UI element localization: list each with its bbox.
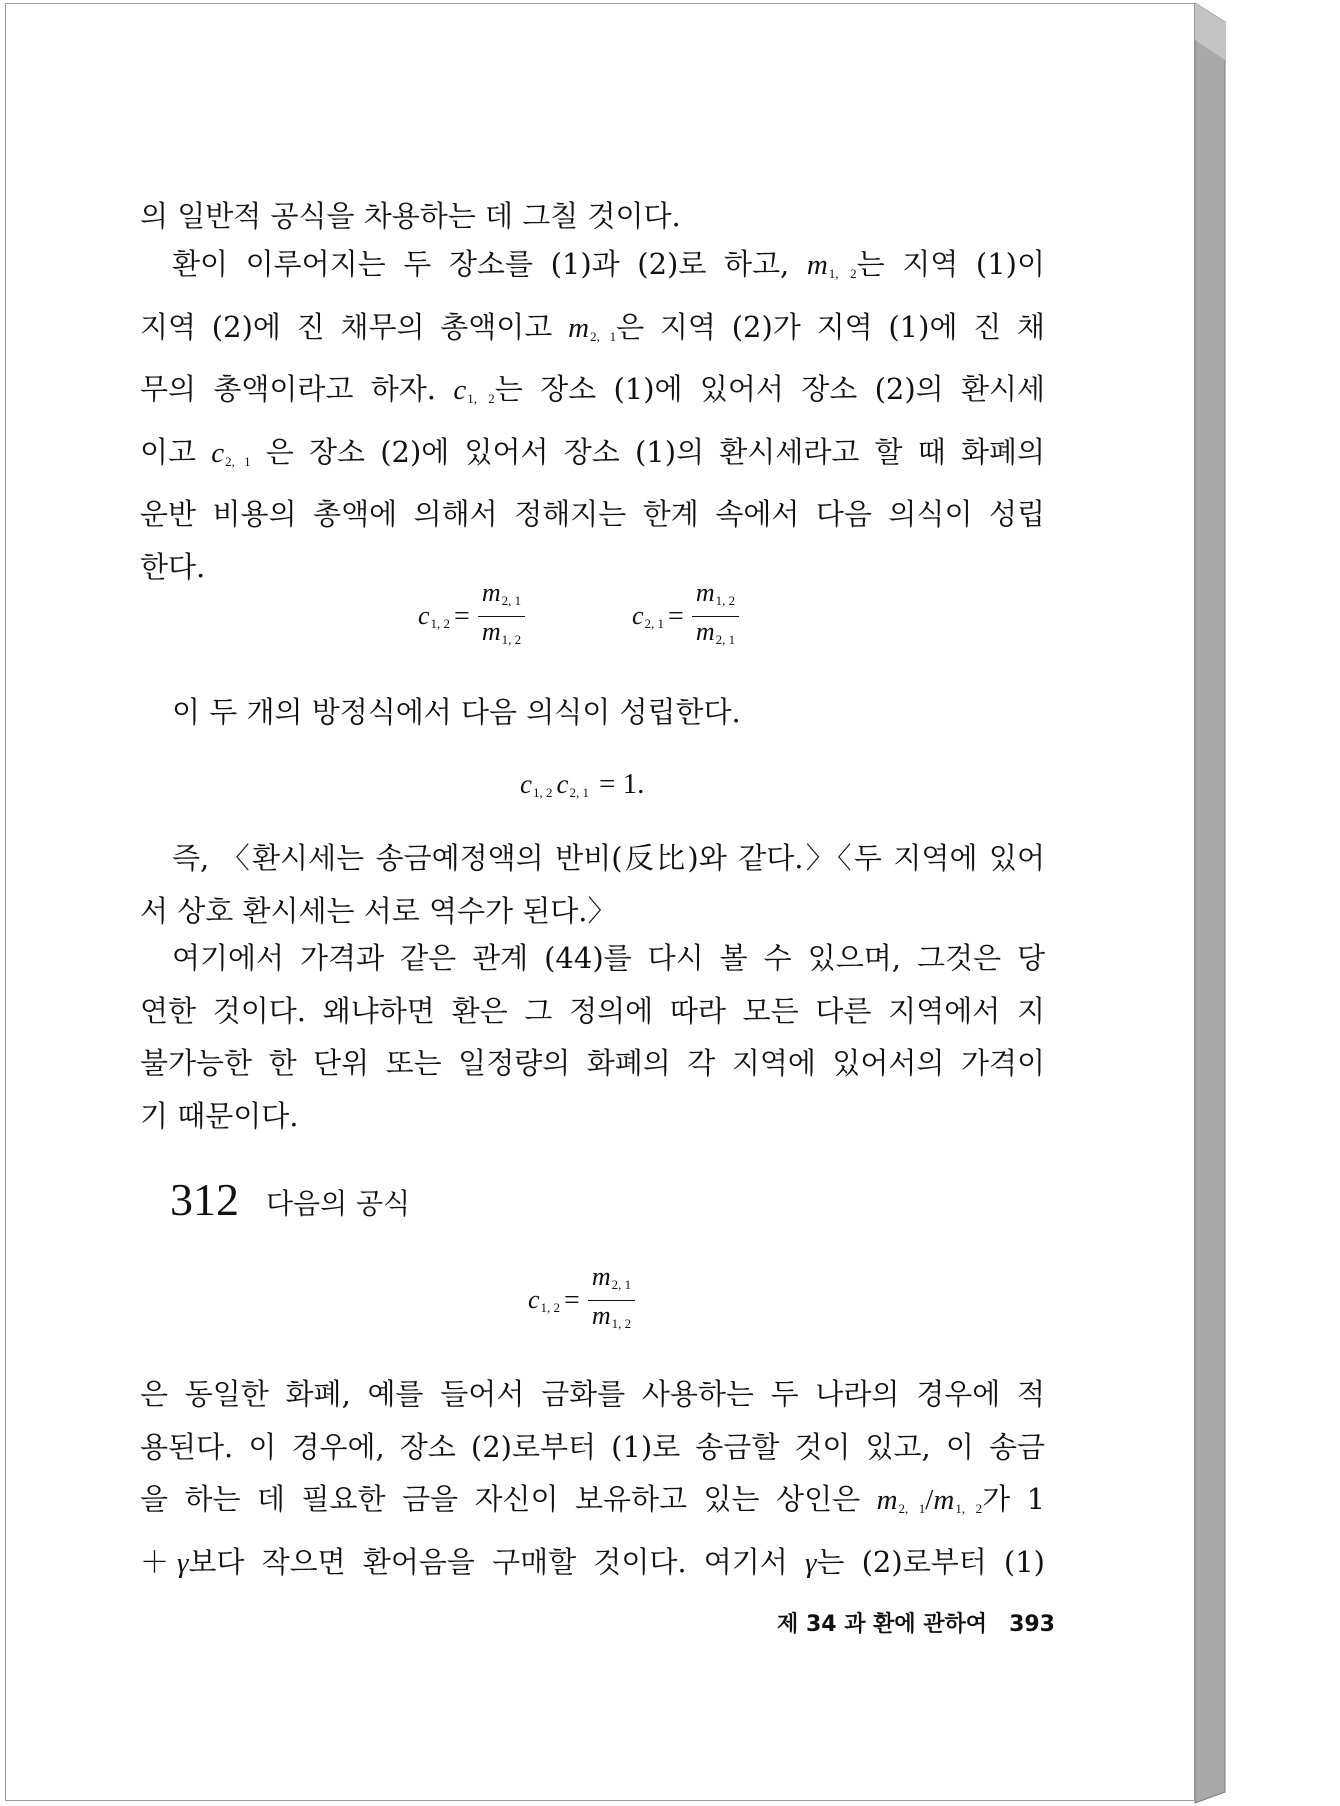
text-line: 연한 것이다. 왜냐하면 환은 그 정의에 따라 모든 다른 지역에서 지 xyxy=(140,993,1045,1028)
text-line: 여기에서 가격과 같은 관계 (44)를 다시 볼 수 있으며, 그것은 당 xyxy=(172,941,1045,975)
paragraph-2 xyxy=(140,238,1045,593)
paragraph-4 xyxy=(140,832,1045,937)
equation-c21: $c_{2, 1}$ = $\frac{m_{1, 2}}{m_{2, 1}}$ xyxy=(632,578,743,655)
section-number: 312 xyxy=(170,1174,239,1225)
equation-c12-section: $c_{1, 2}$ = $\frac{m_{2, 1}}{m_{1, 2}}$ xyxy=(528,1262,639,1339)
paragraph-1 xyxy=(140,190,1045,243)
text-line: ＋γ보다 작으면 환어음을 구매할 것이다. 여기서 γ는 (2)로부터 (1) xyxy=(140,1544,1045,1579)
section-title: 다음의 공식 xyxy=(266,1187,411,1220)
page-number: 393 xyxy=(1009,1612,1055,1637)
text-line: 용된다. 이 경우에, 장소 (2)로부터 (1)로 송금할 것이 있고, 이 송금 xyxy=(140,1429,1045,1464)
chapter-title: 제 34 과 환에 관하여 xyxy=(777,1612,988,1637)
paragraph-6 xyxy=(140,1368,1045,1589)
equation-c12: $c_{1, 2}$ = $\frac{m_{2, 1}}{m_{1, 2}}$ xyxy=(418,578,529,655)
paragraph-3 xyxy=(140,686,1045,739)
text-line: 지역 (2)에 진 채무의 총액이고 $m_{2, 1}$은 지역 (2)가 지역 (1)에 진 채 xyxy=(140,309,1046,344)
text-line: 이고 $c_{2, 1}$ 은 장소 (2)에 있어서 장소 (1)의 환시세라고 할 때 화폐의 xyxy=(140,434,1046,469)
text-line: 이 두 개의 방정식에서 다음 의식이 성립한다. xyxy=(172,695,741,729)
text-line: 불가능한 한 단위 또는 일정량의 화폐의 각 지역에 있어서의 가격이 xyxy=(140,1046,1045,1080)
page-footer xyxy=(735,1610,1055,1640)
equation-product: $c_{1, 2}$ $c_{2, 1}$ = 1. xyxy=(520,768,645,800)
text-line: 을 하는 데 필요한 금을 자신이 보유하고 있는 상인은 $m_{2, 1}/m_{1, 2}$가 1 xyxy=(140,1482,1046,1516)
text-line: 즉, 〈환시세는 송금예정액의 반비(反比)와 같다.〉〈두 지역에 있어 xyxy=(172,841,1045,875)
text-line: 서 상호 환시세는 서로 역수가 된다.〉 xyxy=(140,893,617,928)
text-line: 운반 비용의 총액에 의해서 정해지는 한계 속에서 다음 의식이 성립 xyxy=(140,497,1045,531)
text-line: 무의 총액이라고 하자. $c_{1, 2}$는 장소 (1)에 있어서 장소 (2)의 환시세 xyxy=(140,372,1046,406)
text-line: 한다. xyxy=(140,549,206,584)
text-line: 의 일반적 공식을 차용하는 데 그칠 것이다. xyxy=(140,199,681,233)
paragraph-5 xyxy=(140,932,1045,1142)
text-line: 기 때문이다. xyxy=(140,1098,299,1133)
text-line: 환이 이루어지는 두 장소를 (1)과 (2)로 하고, $m_{1, 2}$는 지역 (1)이 xyxy=(172,247,1045,281)
text-line: 은 동일한 화폐, 예를 들어서 금화를 사용하는 두 나라의 경우에 적 xyxy=(140,1377,1045,1411)
